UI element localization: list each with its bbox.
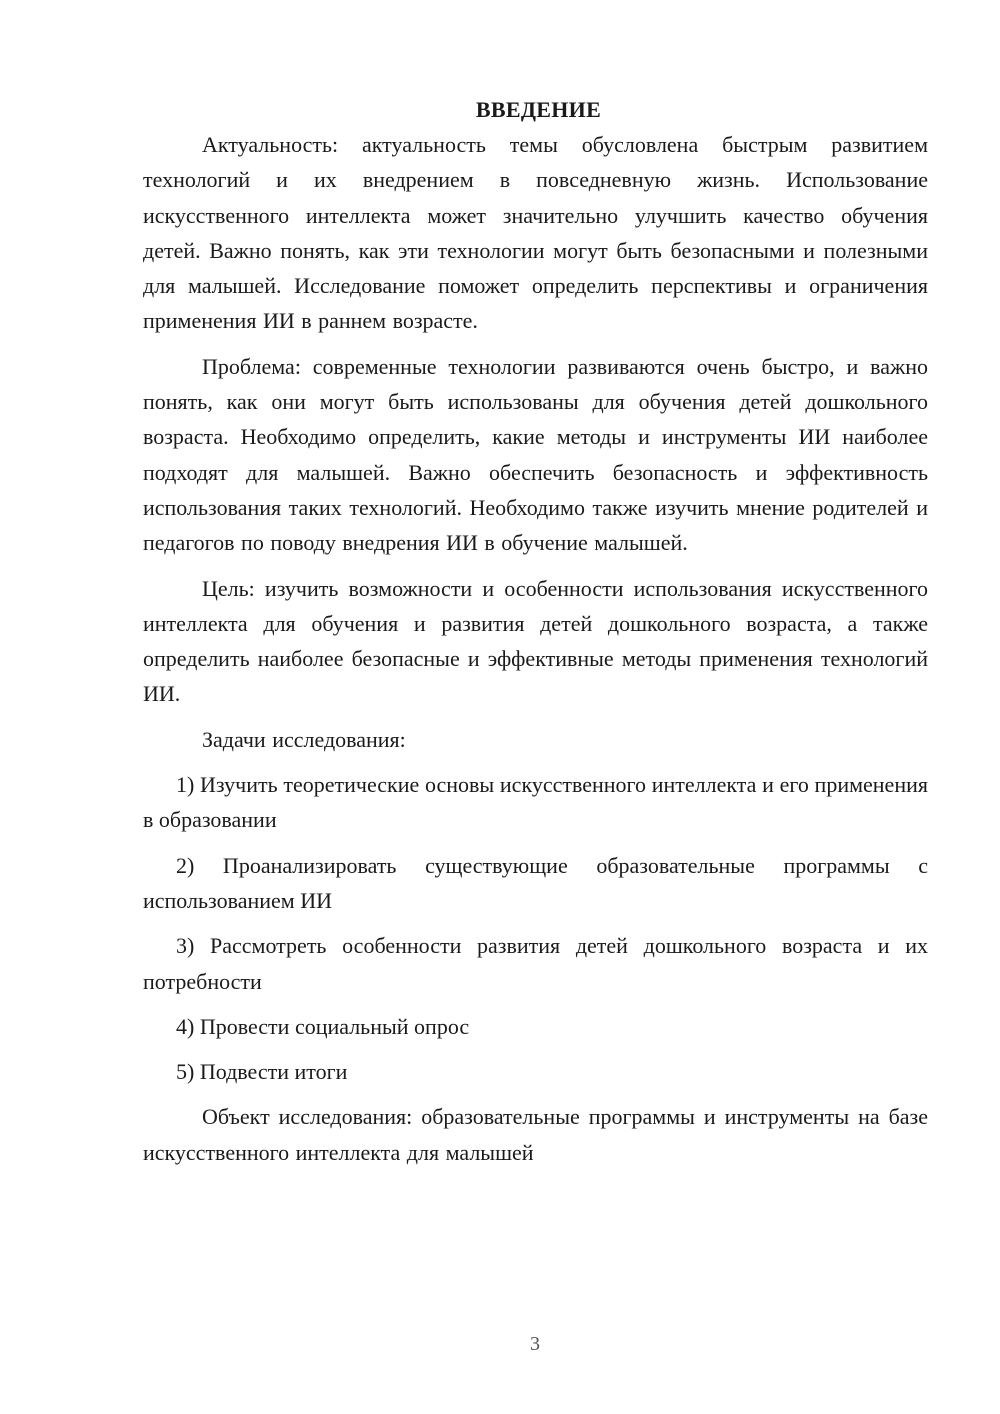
list-item: 3) Рассмотреть особенности развития детей дошкольного возраста и их потребности	[143, 933, 928, 994]
paragraph-relevance: Актуальность: актуальность темы обусловлена быстрым развитием технологий и их внедрением в повседневную жизнь. Использование искусственного интеллекта может значительно улучшить качество обучения детей. Важно понять, как эти технологии могут быть безопасными и полезными для малышей. Исследование поможет определить перспективы и ограничения применения ИИ в раннем возрасте.	[143, 132, 928, 334]
paragraph-goal: Цель: изучить возможности и особенности использования искусственного интеллекта для обучения и развития детей дошкольного возраста, а также определить наиболее безопасные и эффективные методы применения технологий ИИ.	[143, 575, 928, 707]
tasks-list	[143, 767, 928, 1089]
paragraph-object: Объект исследования: образовательные программы и инструменты на базе искусственного интеллекта для малышей	[143, 1104, 928, 1165]
list-item: 5) Подвести итоги	[176, 1059, 348, 1085]
paragraph-problem: Проблема: современные технологии развиваются очень быстро, и важно понять, как они могут быть использованы для обучения детей дошкольного возраста. Необходимо определить, какие методы и инструменты ИИ наиболее подходят для малышей. Важно обеспечить безопасность и эффективность использования таких технологий. Необходимо также изучить мнение родителей и педагогов по поводу внедрения ИИ в обучение малышей.	[143, 353, 928, 556]
page-number: 3	[530, 1333, 540, 1355]
list-item: 2) Проанализировать существующие образовательные программы с использованием ИИ	[143, 852, 928, 913]
list-item: 1) Изучить теоретические основы искусственного интеллекта и его применения в образовании	[143, 772, 928, 833]
document-page	[143, 92, 928, 1170]
list-item: 4) Провести социальный опрос	[176, 1013, 470, 1039]
section-heading: ВВЕДЕНИЕ	[475, 97, 602, 122]
paragraph-tasks-title: Задачи исследования:	[202, 726, 406, 752]
